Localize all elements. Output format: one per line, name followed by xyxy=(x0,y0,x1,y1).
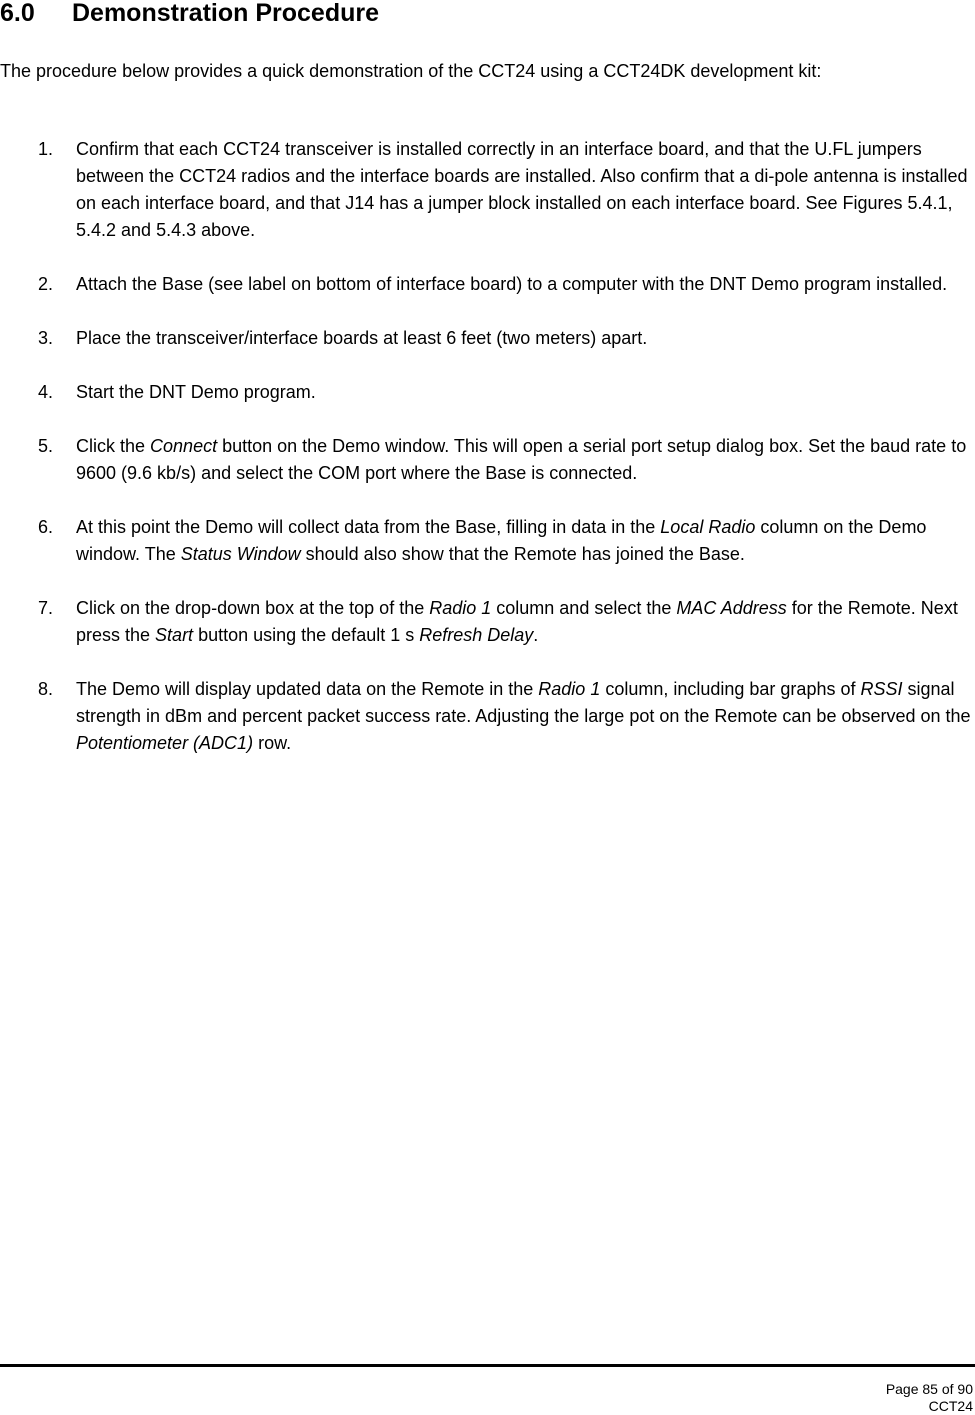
page-footer xyxy=(886,1381,973,1415)
step-emphasis: RSSI xyxy=(860,679,903,699)
list-item xyxy=(0,271,975,298)
step-number: 2. xyxy=(38,274,54,294)
document-name: CCT24 xyxy=(928,1398,973,1414)
step-segment: Place the transceiver/interface boards at least 6 feet (two meters) apart. xyxy=(76,328,648,348)
step-segment: button on the Demo window. This will open a serial port setup dialog box. Set the baud rate to 9600 (9.6 kb/s) and select the COM port where the Base is connected. xyxy=(76,436,967,483)
step-number: 6. xyxy=(38,517,54,537)
list-item xyxy=(0,136,975,244)
step-number: 3. xyxy=(38,328,54,348)
step-segment: Attach the Base (see label on bottom of interface board) to a computer with the DNT Demo program installed. xyxy=(76,274,948,294)
step-segment: . xyxy=(533,625,539,645)
list-item xyxy=(0,325,975,352)
section-title: Demonstration Procedure xyxy=(72,0,380,27)
list-item xyxy=(0,514,975,568)
step-segment: should also show that the Remote has joined the Base. xyxy=(300,544,745,564)
step-segment: Click on the drop-down box at the top of the xyxy=(76,598,430,618)
step-text xyxy=(76,517,926,564)
footer-divider xyxy=(0,1364,975,1367)
step-number: 7. xyxy=(38,598,54,618)
step-emphasis: Radio 1 xyxy=(538,679,601,699)
step-text xyxy=(76,328,647,348)
step-segment: button using the default 1 s xyxy=(193,625,420,645)
step-text xyxy=(76,598,958,645)
step-segment: Click the xyxy=(76,436,151,456)
procedure-steps xyxy=(0,136,975,784)
step-segment: column on the Demo window. The xyxy=(76,517,927,564)
step-number: 8. xyxy=(38,679,54,699)
page-title xyxy=(0,0,379,28)
step-emphasis: Radio 1 xyxy=(429,598,492,618)
list-item xyxy=(0,379,975,406)
list-item xyxy=(0,676,975,757)
step-segment: for the Remote. Next press the xyxy=(76,598,958,645)
step-segment: The Demo will display updated data on the Remote in the xyxy=(76,679,539,699)
page-number: Page 85 of 90 xyxy=(885,1381,973,1397)
step-segment: column and select the xyxy=(491,598,677,618)
step-segment: signal strength in dBm and percent packet success rate. Adjusting the large pot on the Remote can be observed on the xyxy=(76,679,971,726)
step-emphasis: Potentiometer (ADC1) xyxy=(76,733,254,753)
list-item xyxy=(0,433,975,487)
step-text xyxy=(76,274,947,294)
section-number: 6.0 xyxy=(0,0,35,27)
step-number: 5. xyxy=(38,436,54,456)
step-emphasis: Refresh Delay xyxy=(419,625,534,645)
step-text xyxy=(76,139,968,240)
intro-paragraph: The procedure below provides a quick demonstration of the CCT24 using a CCT24DK development kit: xyxy=(0,61,822,81)
step-emphasis: Local Radio xyxy=(660,517,756,537)
step-text xyxy=(76,382,316,402)
step-segment: row. xyxy=(253,733,292,753)
step-segment: Start the DNT Demo program. xyxy=(76,382,316,402)
step-emphasis: Status Window xyxy=(180,544,301,564)
step-text xyxy=(76,436,966,483)
step-emphasis: Connect xyxy=(150,436,218,456)
step-segment: Confirm that each CCT24 transceiver is installed correctly in an interface board, and that the U.FL jumpers between the CCT24 radios and the interface boards are installed. Also confirm that a di-pole antenna is installed on each interface board, and that J14 has a jumper block installed on each interface board. See Figures 5.4.1, 5.4.2 and 5.4.3 above. xyxy=(76,139,968,240)
step-segment: column, including bar graphs of xyxy=(600,679,861,699)
step-emphasis: Start xyxy=(155,625,194,645)
step-number: 1. xyxy=(38,139,54,159)
step-emphasis: MAC Address xyxy=(676,598,787,618)
step-number: 4. xyxy=(38,382,54,402)
step-segment: At this point the Demo will collect data from the Base, filling in data in the xyxy=(76,517,661,537)
step-text xyxy=(76,679,971,753)
list-item xyxy=(0,595,975,649)
